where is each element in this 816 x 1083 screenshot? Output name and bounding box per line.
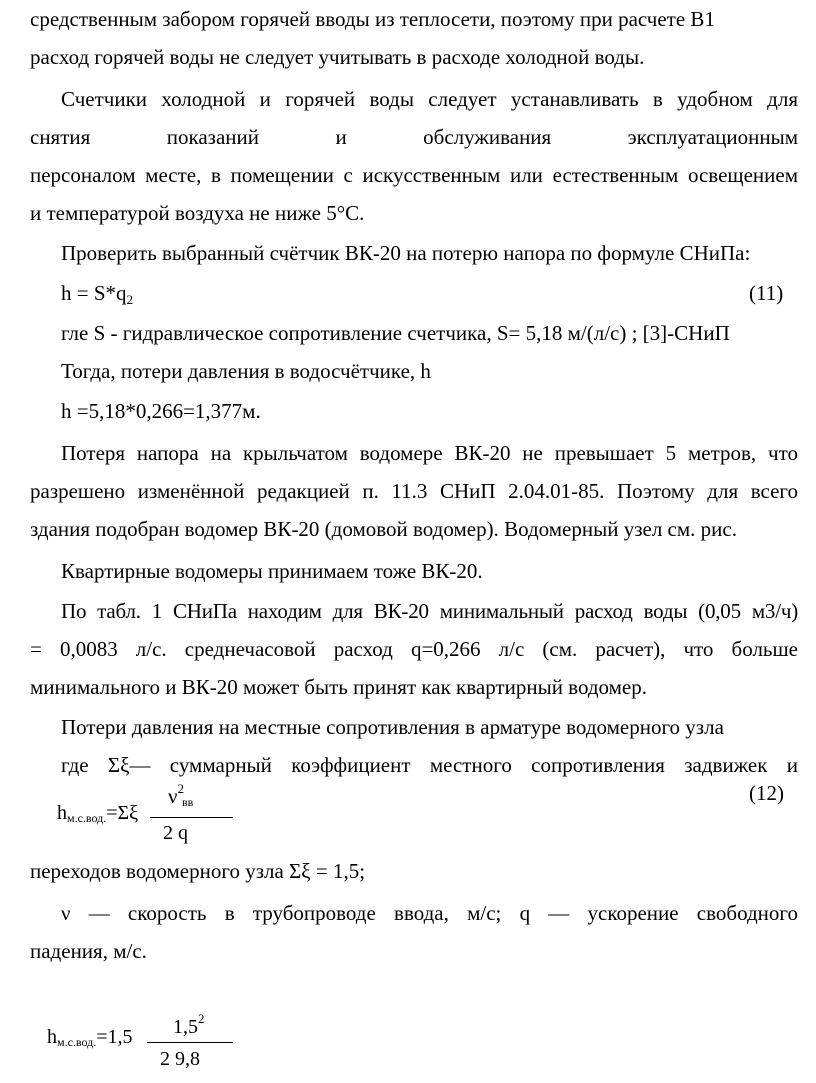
formula-calc-h: h	[47, 1026, 57, 1048]
where-line: гле S - гидравлическое сопротивление счетчика, S= 5,18 м/(л/с) ; [3]-СНиП	[61, 321, 730, 345]
formula-12-lhs	[57, 800, 138, 831]
apartment-line: Квартирные водомеры принимаем тоже ВК-20.	[61, 559, 483, 583]
formula-12-h-sub: м.с.вод.	[67, 811, 107, 825]
formula-12-denominator: 2 q	[163, 822, 188, 844]
formula-11-lhs: h = S*q	[61, 281, 127, 305]
formula-calc-fraction-bar	[147, 1042, 233, 1043]
paragraph-4-line-3: минимального и ВК-20 может быть принят как квартирный водомер.	[30, 675, 647, 699]
formula-12-numerator	[168, 776, 193, 815]
formula-12-numerator-sub: вв	[182, 795, 194, 809]
formula-calc-h-sub: м.с.вод.	[57, 1035, 97, 1049]
then-line: Тогда, потери давления в водосчётчике, h	[61, 359, 431, 383]
formula-12-nu: ν	[168, 784, 178, 808]
paragraph-2-line-4: и температурой воздуха не ниже 5°С.	[30, 201, 365, 225]
paragraph-1-line-1: средственным забором горячей вводы из теплосети, поэтому при расчете В1	[30, 7, 715, 31]
formula-11	[61, 280, 798, 313]
calc-line: h =5,18*0,266=1,377м.	[61, 399, 261, 423]
nu-line-2: падения, м/с.	[30, 939, 147, 963]
formula-12-h: h	[57, 802, 67, 824]
formula-calc-lhs	[47, 1024, 133, 1055]
formula-12-number: (12)	[749, 781, 784, 805]
transitions-line: переходов водомерного узла Σξ = 1,5;	[30, 859, 366, 883]
formula-12-eq: =Σξ	[106, 802, 139, 824]
formula-11-subscript: 2	[126, 292, 134, 307]
formula-calc-denominator: 2 9,8	[160, 1048, 200, 1070]
paragraph-1-line-2: расход горячей воды не следует учитывать в расходе холодной воды.	[30, 45, 645, 69]
formula-calc-eq: =1,5	[96, 1026, 133, 1048]
paragraph-2-line-3: персоналом месте, в помещении с искусственным или естественным освещением	[30, 163, 798, 187]
formula-12-numerator-sup: 2	[177, 781, 184, 796]
where-sum-line: где Σξ— суммарный коэффициент местного сопротивления задвижек и	[61, 753, 798, 777]
nu-line-1: ν — скорость в трубопроводе ввода, м/с; q — ускорение свободного	[61, 901, 798, 925]
formula-calc-numerator-sup: 2	[198, 1011, 205, 1026]
losses-line: Потери давления на местные сопротивления в арматуре водомерного узла	[61, 715, 724, 739]
formula-12-fraction-bar	[150, 817, 233, 818]
check-line: Проверить выбранный счётчик ВК-20 на потерю напора по формуле СНиПа:	[61, 241, 751, 265]
paragraph-2-line-1: Счетчики холодной и горячей воды следует устанавливать в удобном для	[61, 87, 798, 111]
formula-calc-numerator	[173, 1006, 205, 1040]
paragraph-4-line-1: По табл. 1 СНиПа находим для ВК-20 минимальный расход воды (0,05 м3/ч)	[61, 599, 798, 623]
paragraph-3-line-3: здания подобран водомер ВК-20 (домовой водомер). Водомерный узел см. рис.	[30, 517, 737, 541]
paragraph-3-line-2: разрешено изменённой редакцией п. 11.3 СНиП 2.04.01-85. Поэтому для всего	[30, 479, 798, 503]
paragraph-2-line-2: снятия показаний и обслуживания эксплуатационным	[30, 125, 798, 149]
formula-calc-num-value: 1,5	[173, 1016, 198, 1038]
paragraph-3-line-1: Потеря напора на крыльчатом водомере ВК-20 не превышает 5 метров, что	[61, 441, 798, 465]
paragraph-4-line-2: = 0,0083 л/с. среднечасовой расход q=0,266 л/с (см. расчет), что больше	[30, 637, 798, 661]
formula-11-number: (11)	[749, 281, 784, 305]
